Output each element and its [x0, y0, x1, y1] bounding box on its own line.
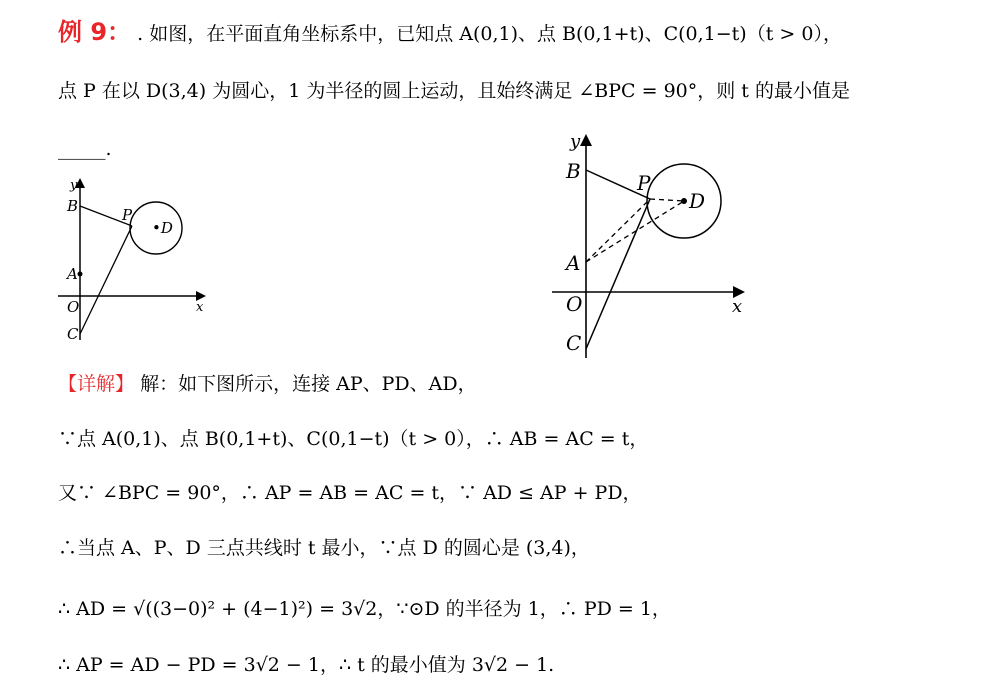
b-label: B: [566, 159, 581, 183]
a-label: A: [67, 265, 78, 283]
point-d: [681, 198, 687, 204]
figure-small: [50, 172, 220, 352]
solution-line-1: [58, 369, 477, 396]
origin-label: O: [566, 292, 583, 316]
example-label: 例 9：: [58, 18, 132, 46]
segment-ad-dashed: [586, 201, 684, 262]
origin-label: O: [67, 298, 80, 316]
problem-text-1: . 如图，在平面直角坐标系中，已知点 A(0,1)、点 B(0,1+t)、C(0,1−t)（t > 0），: [137, 23, 842, 45]
problem-line-2: 点 P 在以 D(3,4) 为圆心，1 为半径的圆上运动，且始终满足 ∠BPC = 90°，则 t 的最小值是: [58, 80, 850, 102]
y-label: y: [570, 131, 581, 152]
problem-line-1: [58, 12, 842, 47]
solution-line-3: 又∵ ∠BPC = 90°，∴ AP = AB = AC = t，∵ AD ≤ AP + PD，: [58, 482, 642, 504]
a-label: A: [566, 251, 581, 275]
segment-ap-dashed: [586, 199, 650, 262]
d-label: D: [689, 189, 706, 213]
segment-pd-dashed: [650, 199, 684, 201]
p-label: P: [637, 171, 651, 195]
figure-large: [540, 128, 765, 360]
solution-line-5: ∴ AD = √((3−0)² + (4−1)²) = 3√2，∵⊙D 的半径为 1，∴ PD = 1，: [58, 598, 671, 620]
segment-pc: [586, 199, 650, 349]
p-label: P: [122, 206, 133, 224]
y-label: y: [70, 178, 78, 193]
solution-line-6: ∴ AP = AD − PD = 3√2 − 1，∴ t 的最小值为 3√2 − 1.: [58, 654, 555, 676]
d-label: •D: [152, 219, 173, 237]
b-label: B: [67, 197, 79, 215]
c-label: C: [67, 325, 79, 343]
solution-line-2: ∵点 A(0,1)、点 B(0,1+t)、C(0,1−t)（t > 0），∴ AB = AC = t，: [58, 428, 649, 450]
segment-pc: [80, 226, 132, 334]
c-label: C: [566, 331, 582, 355]
solution-line-4: ∴当点 A、P、D 三点共线时 t 最小，∵点 D 的圆心是 (3,4)，: [58, 537, 590, 559]
solution-heading: 【详解】: [58, 373, 135, 395]
solution-text-1: 解：如下图所示，连接 AP、PD、AD，: [140, 373, 477, 395]
y-axis-arrow-icon: [580, 134, 592, 146]
x-label: x: [196, 300, 204, 315]
answer-blank: _____.: [58, 138, 112, 160]
point-a: [78, 272, 83, 277]
x-label: x: [732, 296, 743, 317]
